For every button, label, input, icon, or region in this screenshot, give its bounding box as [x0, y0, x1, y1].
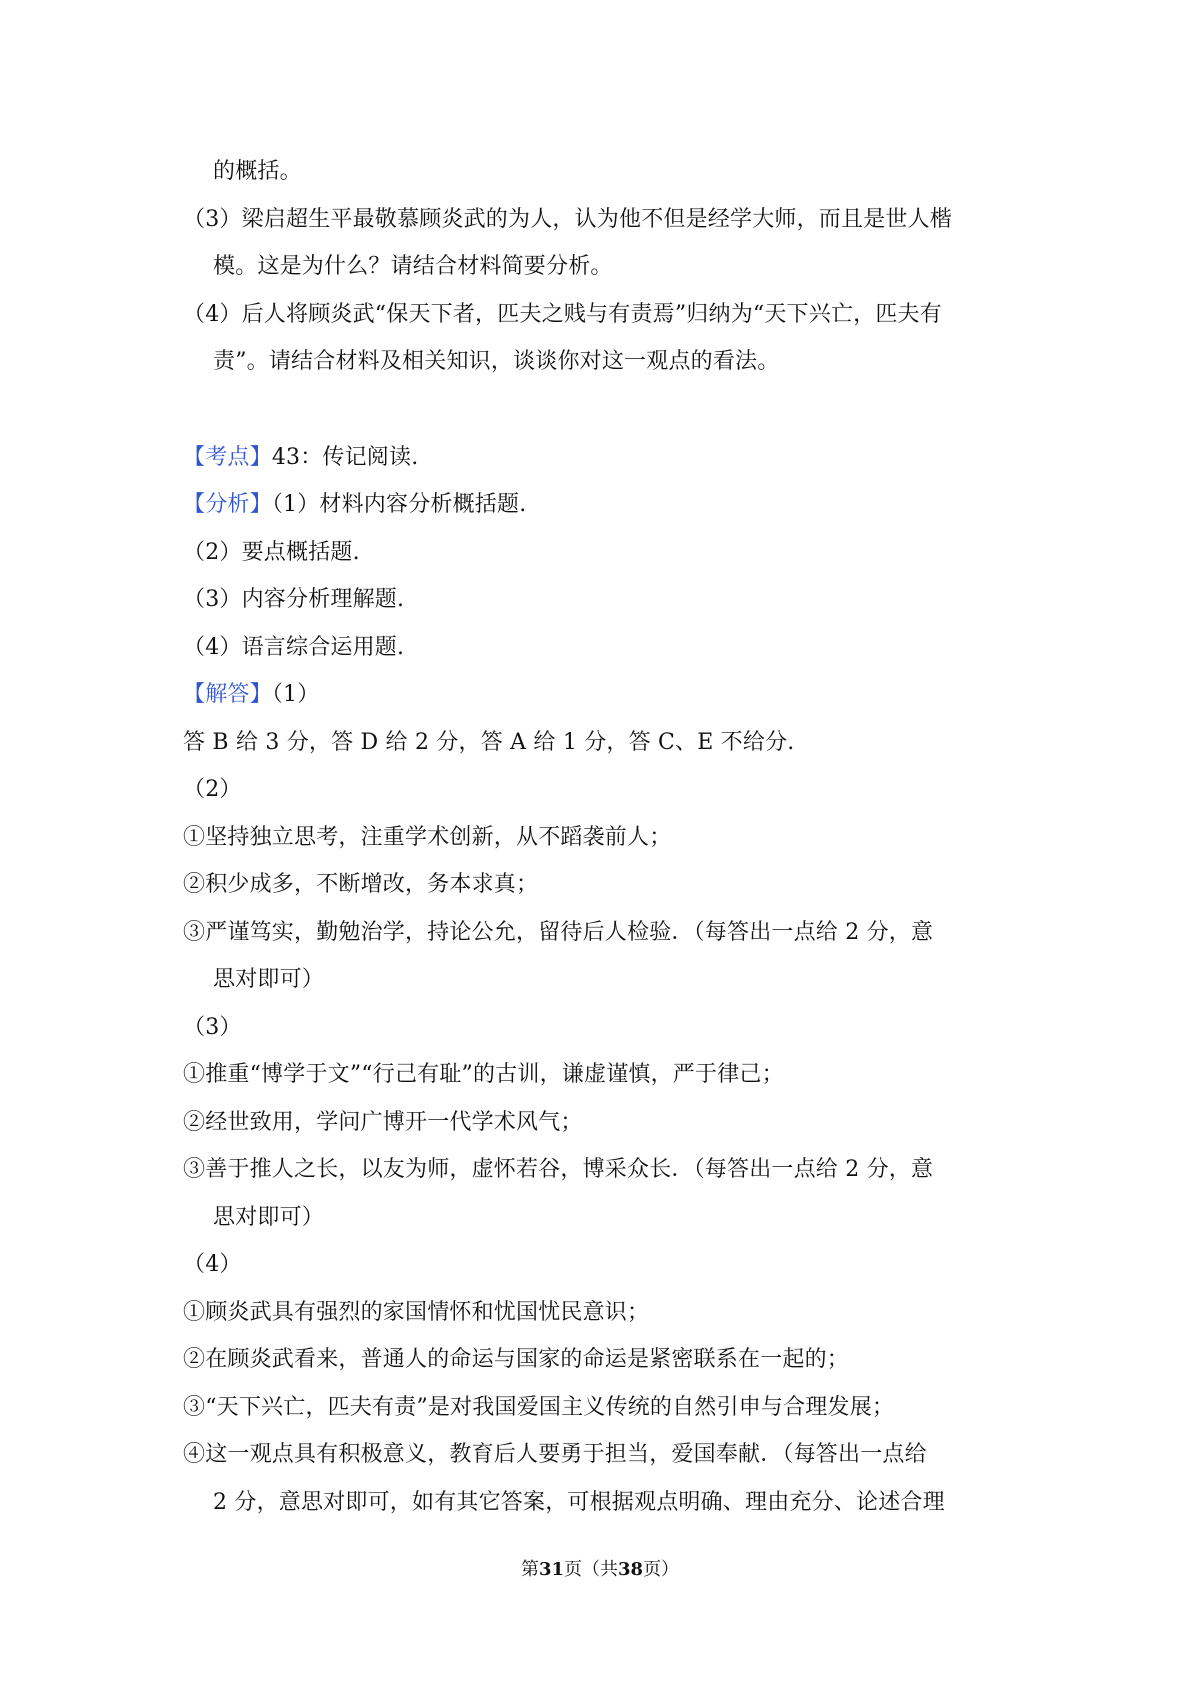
fenxi-item-4: （4）语言综合运用题.	[183, 634, 405, 660]
fenxi-item-2: （2）要点概括题.	[183, 539, 360, 565]
jieda-part-3-point-3-line-1: ③善于推人之长，以友为师，虚怀若谷，博采众长．（每答出一点给 2 分，意	[183, 1157, 934, 1182]
section-gap	[183, 386, 1028, 434]
jieda-row	[183, 671, 1028, 719]
jieda-part-4-point-2: ②在顾炎武看来，普通人的命运与国家的命运是紧密联系在一起的；	[183, 1347, 850, 1372]
question-4-line-2: 责”。请结合材料及相关知识，谈谈你对这一观点的看法。	[213, 349, 780, 374]
jieda-part-4-point-3: ③“天下兴亡，匹夫有责”是对我国爱国主义传统的自然引申与合理发展；	[183, 1394, 895, 1420]
footer-suffix: 页）	[643, 1559, 680, 1580]
jieda-part-3-point-1: ①推重“博学于文”“行己有耻”的古训，谦虚谨慎，严于律己；	[183, 1062, 784, 1087]
question-2-tail: 的概括。	[213, 159, 302, 184]
jieda-part-4-head: （4）	[183, 1252, 242, 1277]
jieda-part-3-point-2: ②经世致用，学问广博开一代学术风气；	[183, 1109, 583, 1135]
kaodian-text: 43：传记阅读.	[271, 444, 419, 470]
jieda-part-4-point-4-line-1: ④这一观点具有积极意义，教育后人要勇于担当，爱国奉献．（每答出一点给	[183, 1442, 927, 1467]
fenxi-item-1: （1）材料内容分析概括题.	[271, 492, 527, 517]
footer-middle: 页（共	[564, 1559, 618, 1580]
page-content	[183, 148, 1028, 1526]
question-4-line-1: （4）后人将顾炎武“保天下者，匹夫之贱与有责焉”归纳为“天下兴亡，匹夫有	[183, 301, 942, 327]
jieda-part-3-head: （3）	[183, 1014, 242, 1040]
fenxi-row	[183, 481, 1028, 529]
jieda-part-2-point-2: ②积少成多，不断增改，务本求真；	[183, 872, 539, 897]
kaodian-row	[183, 434, 1028, 482]
jieda-part-2-point-3-line-1: ③严谨笃实，勤勉治学，持论公允，留待后人检验．（每答出一点给 2 分，意	[183, 919, 934, 945]
jieda-part-2-point-3-line-2: 思对即可）	[213, 967, 325, 992]
fenxi-label: 【分析】	[183, 492, 272, 517]
jieda-part-2-point-1: ①坚持独立思考，注重学术创新，从不蹈袭前人；	[183, 824, 672, 850]
jieda-part-1-body: 答 B 给 3 分，答 D 给 2 分，答 A 给 1 分，答 C、E 不给分.	[183, 729, 795, 755]
question-3-line-2: 模。这是为什么？请结合材料简要分析。	[213, 254, 613, 279]
page-footer	[0, 1556, 1200, 1584]
jieda-label: 【解答】	[183, 682, 272, 707]
kaodian-label: 【考点】	[183, 444, 272, 470]
question-3-line-1: （3）梁启超生平最敬慕顾炎武的为人，认为他不但是经学大师，而且是世人楷	[183, 206, 952, 232]
jieda-part-3-point-3-line-2: 思对即可）	[213, 1204, 325, 1230]
jieda-part-4-point-1: ①顾炎武具有强烈的家国情怀和忧国忧民意识；	[183, 1299, 650, 1325]
jieda-part-1-head: （1）	[271, 682, 320, 707]
footer-prefix: 第	[520, 1559, 539, 1580]
jieda-part-2-head: （2）	[183, 777, 242, 802]
fenxi-item-3: （3）内容分析理解题.	[183, 587, 405, 612]
footer-page-number: 31	[538, 1559, 564, 1580]
jieda-part-4-point-4-line-2: 2 分，意思对即可，如有其它答案，可根据观点明确、理由充分、论述合理	[213, 1489, 945, 1515]
footer-total-pages: 38	[618, 1559, 644, 1580]
